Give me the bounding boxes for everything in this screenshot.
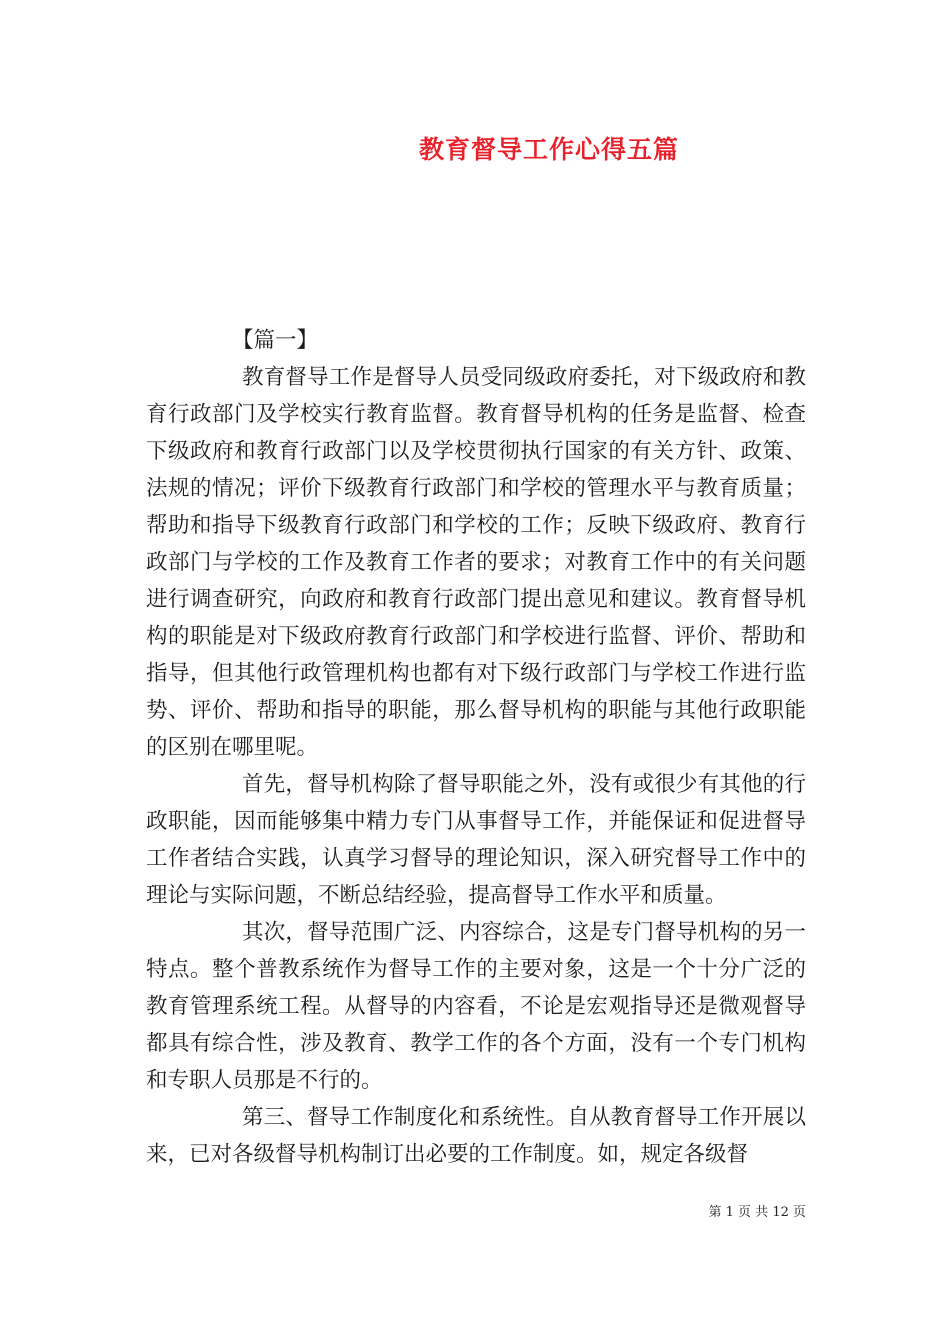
page-number-footer: 第 1 页 共 12 页 [708, 1205, 806, 1220]
paragraph-4: 第三、督导工作制度化和系统性。自从教育督导工作开展以来，已对各级督导机构制订出必要的工作制度。如，规定各级督 [146, 1105, 806, 1167]
paragraph-2: 首先，督导机构除了督导职能之外，没有或很少有其他的行政职能，因而能够集中精力专门从事督导工作，并能保证和促进督导工作者结合实践，认真学习督导的理论知识，深入研究督导工作中的理论与实际问题，不断总结经验，提高督导工作水平和质量。 [146, 772, 806, 908]
document-body [146, 322, 806, 1173]
paragraph-3: 其次，督导范围广泛、内容综合，这是专门督导机构的另一特点。整个普教系统作为督导工作的主要对象，这是一个十分广泛的教育管理系统工程。从督导的内容看，不论是宏观指导还是微观督导都具有综合性，涉及教育、教学工作的各个方面，没有一个专门机构和专职人员那是不行的。 [146, 920, 806, 1093]
document-title: 教育督导工作心得五篇 [418, 135, 679, 164]
section-label: 【篇一】 [232, 328, 319, 353]
paragraph-1: 教育督导工作是督导人员受同级政府委托，对下级政府和教育行政部门及学校实行教育监督。教育督导机构的任务是监督、检查下级政府和教育行政部门以及学校贯彻执行国家的有关方针、政策、法规的情况；评价下级教育行政部门和学校的管理水平与教育质量；帮助和指导下级教育行政部门和学校的工作；反映下级政府、教育行政部门与学校的工作及教育工作者的要求；对教育工作中的有关问题进行调查研究，向政府和教育行政部门提出意见和建议。教育督导机构的职能是对下级政府教育行政部门和学校进行监督、评价、帮助和指导，但其他行政管理机构也都有对下级行政部门与学校工作进行监势、评价、帮助和指导的职能，那么督导机构的职能与其他行政职能的区别在哪里呢。 [146, 365, 806, 760]
